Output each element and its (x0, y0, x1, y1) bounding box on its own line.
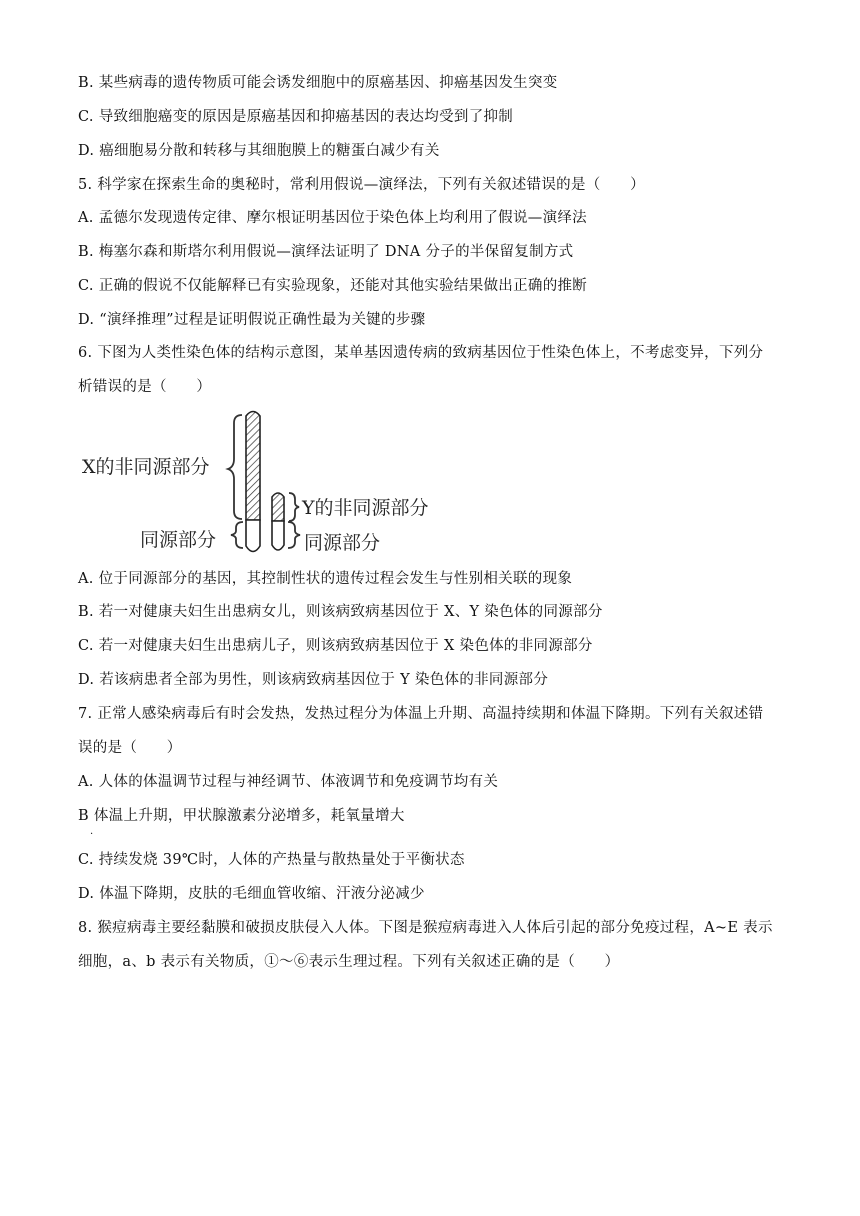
q7-option-b: B 体温上升期，甲状腺激素分泌增多，耗氧量增大 (78, 808, 405, 824)
homologous-right-label: 同源部分 (304, 532, 381, 554)
x-nonhomologous-label: X的非同源部分 (82, 456, 210, 478)
homologous-left-label: 同源部分 (140, 529, 217, 551)
q5-option-d: D. “演绎推理”过程是证明假说正确性最为关键的步骤 (78, 312, 426, 328)
q6-option-b: B. 若一对健康夫妇生出患病女儿，则该病致病基因位于 X、Y 染色体的同源部分 (78, 604, 603, 620)
x-chromosome (246, 412, 260, 552)
q4-option-b: B. 某些病毒的遗传物质可能会诱发细胞中的原癌基因、抑癌基因发生突变 (78, 75, 558, 91)
homologous-right-brace (288, 522, 300, 548)
q7-option-b-dot: . (90, 826, 94, 837)
x-nonhomologous-brace (228, 415, 242, 519)
q6-option-a: A. 位于同源部分的基因，其控制性状的遗传过程会发生与性别相关联的现象 (78, 571, 573, 587)
q4-option-c: C. 导致细胞癌变的原因是原癌基因和抑癌基因的表达均受到了抑制 (78, 109, 514, 125)
y-nonhomologous-brace (289, 493, 299, 521)
q7-option-c: C. 持续发烧 39℃时，人体的产热量与散热量处于平衡状态 (78, 852, 465, 868)
q5-option-b: B. 梅塞尔森和斯塔尔利用假说—演绎法证明了 DNA 分子的半保留复制方式 (78, 244, 574, 260)
q7-option-a: A. 人体的体温调节过程与神经调节、体液调节和免疫调节均有关 (78, 774, 499, 790)
q5-option-c: C. 正确的假说不仅能解释已有实验现象，还能对其他实验结果做出正确的推断 (78, 278, 588, 294)
q6-stem-line1: 6. 下图为人类性染色体的结构示意图，某单基因遗传病的致病基因位于性染色体上，不考虑变异，下列分 (78, 345, 764, 361)
q7-stem-line1: 7. 正常人感染病毒后有时会发热，发热过程分为体温上升期、高温持续期和体温下降期。下列有关叙述错 (78, 706, 764, 722)
homologous-left-brace (231, 522, 243, 548)
q6-stem-line2: 析错误的是（ ） (78, 379, 212, 395)
q7-option-d: D. 体温下降期，皮肤的毛细血管收缩、汗液分泌减少 (78, 886, 425, 902)
q4-option-d: D. 癌细胞易分散和转移与其细胞膜上的糖蛋白减少有关 (78, 143, 440, 159)
q5-option-a: A. 孟德尔发现遗传定律、摩尔根证明基因位于染色体上均利用了假说—演绎法 (78, 210, 587, 226)
q5-stem: 5. 科学家在探索生命的奥秘时，常利用假说—演绎法，下列有关叙述错误的是（ ） (78, 177, 645, 193)
q7-stem-line2: 误的是（ ） (78, 740, 182, 756)
y-chromosome (272, 493, 284, 550)
q6-option-c: C. 若一对健康夫妇生出患病儿子，则该病致病基因位于 X 染色体的非同源部分 (78, 638, 593, 654)
q8-stem-line1: 8. 猴痘病毒主要经黏膜和破损皮肤侵入人体。下图是猴痘病毒进入人体后引起的部分免疫过程，A~E 表示 (78, 920, 773, 936)
q8-stem-line2: 细胞，a、b 表示有关物质，①～⑥表示生理过程。下列有关叙述正确的是（ ） (78, 954, 620, 970)
sex-chromosome-diagram (78, 405, 458, 565)
y-nonhomologous-label: Y的非同源部分 (302, 497, 429, 519)
q6-option-d: D. 若该病患者全部为男性，则该病致病基因位于 Y 染色体的非同源部分 (78, 672, 549, 688)
